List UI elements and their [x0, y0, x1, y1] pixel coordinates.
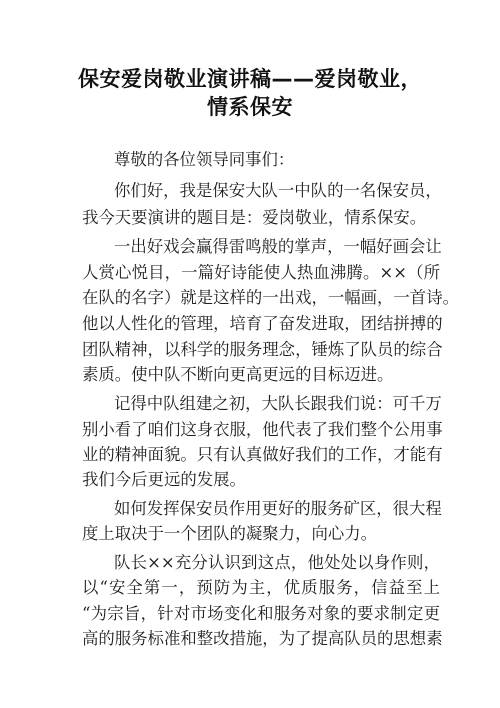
paragraph-line: 人赏心悦目，一篇好诗能使人热血沸腾。××（所 [82, 263, 440, 282]
paragraph-line: 在队的名字）就是这样的一出戏，一幅画，一首诗。 [82, 288, 459, 307]
salutation: 尊敬的各位领导同事们： [114, 150, 295, 169]
paragraph-line: 别小看了咱们这身衣服，他代表了我们整个公用事 [82, 420, 443, 439]
paragraph-line: 业的精神面貌。只有认真做好我们的工作，才能有 [82, 445, 443, 464]
document-title-line-1: 保安爱岗敬业演讲稿——爱岗敬业， [78, 67, 422, 91]
paragraph-line: 记得中队组建之初，大队长跟我们说：可千万 [114, 394, 442, 413]
paragraph-line: “为宗旨，针对市场变化和服务对象的要求制定更 [82, 604, 440, 623]
paragraph-line: 你们好，我是保安大队一中队的一名保安员， [114, 181, 442, 200]
paragraph-line: 素质。使中队不断向更高更远的目标迈进。 [82, 365, 394, 384]
document-title-line-2: 情系保安 [207, 95, 293, 119]
paragraph-line: 高的服务标准和整改措施，为了提高队员的思想素 [82, 629, 443, 648]
paragraph-line: 以“安全第一，预防为主，优质服务，信益至上 [82, 578, 440, 597]
paragraph-line: 一出好戏会赢得雷鸣般的掌声，一幅好画会让 [114, 237, 442, 256]
paragraph-line: 我今天要演讲的题目是：爱岗敬业，情系保安。 [82, 208, 427, 227]
paragraph-line: 队长××充分认识到这点，他处处以身作则， [114, 553, 440, 572]
paragraph-line: 我们今后更远的发展。 [82, 470, 246, 489]
paragraph-line: 他以人性化的管理，培育了奋发进取，团结拼搏的 [82, 314, 443, 333]
paragraph-line: 度上取决于一个团队的凝聚力，向心力。 [82, 524, 378, 543]
paragraph-line: 如何发挥保安员作用更好的服务矿区，很大程 [114, 499, 442, 518]
paragraph-line: 团队精神，以科学的服务理念，锤炼了队员的综合 [82, 340, 443, 359]
